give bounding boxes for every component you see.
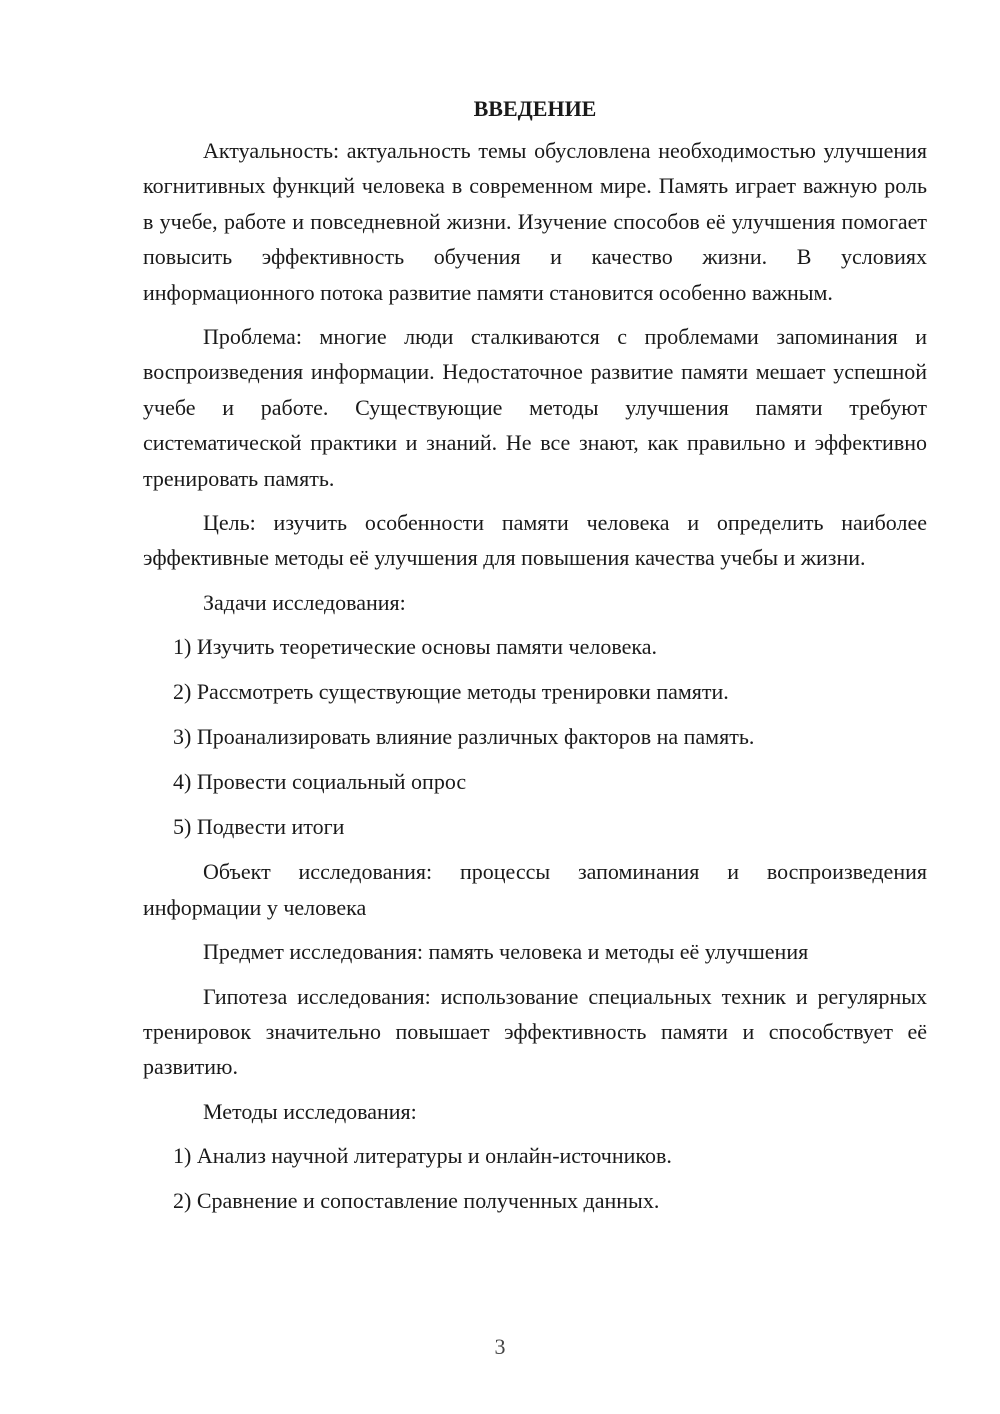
list-item: 1) Изучить теоретические основы памяти человека. bbox=[173, 634, 657, 660]
relevance-paragraph: Актуальность: актуальность темы обусловлена необходимостью улучшения когнитивных функций человека в современном мире. Память играет важную роль в учебе, работе и повседневной жизни. Изучение способов её улучшения помогает повысить эффективность обучения и качество жизни. В условиях информационного потока развитие памяти становится особенно важным. bbox=[143, 138, 927, 305]
tasks-heading: Задачи исследования: bbox=[203, 589, 406, 615]
list-item: 1) Анализ научной литературы и онлайн-источников. bbox=[173, 1143, 672, 1169]
list-item: 2) Рассмотреть существующие методы тренировки памяти. bbox=[173, 679, 729, 705]
subject-paragraph: Предмет исследования: память человека и методы её улучшения bbox=[203, 939, 809, 965]
methods-list bbox=[143, 1138, 927, 1218]
methods-heading: Методы исследования: bbox=[203, 1098, 417, 1124]
section-title: ВВЕДЕНИЕ bbox=[473, 96, 597, 121]
list-item: 2) Сравнение и сопоставление полученных данных. bbox=[173, 1188, 660, 1214]
page-content bbox=[143, 95, 927, 1228]
tasks-list bbox=[143, 629, 927, 844]
list-item: 3) Проанализировать влияние различных факторов на память. bbox=[173, 724, 755, 750]
hypothesis-paragraph: Гипотеза исследования: использование специальных техник и регулярных тренировок значительно повышает эффективность памяти и способствует её развитию. bbox=[143, 983, 927, 1080]
page-number: 3 bbox=[494, 1334, 506, 1359]
goal-paragraph: Цель: изучить особенности памяти человека и определить наиболее эффективные методы её улучшения для повышения качества учебы и жизни. bbox=[143, 510, 927, 571]
list-item: 4) Провести социальный опрос bbox=[173, 769, 467, 795]
list-item: 5) Подвести итоги bbox=[173, 814, 345, 840]
problem-paragraph: Проблема: многие люди сталкиваются с проблемами запоминания и воспроизведения информации. Недостаточное развитие памяти мешает успешной учебе и работе. Существующие методы улучшения памяти требуют систематической практики и знаний. Не все знают, как правильно и эффективно тренировать память. bbox=[143, 324, 927, 491]
object-paragraph: Объект исследования: процессы запоминания и воспроизведения информации у человека bbox=[143, 859, 927, 920]
